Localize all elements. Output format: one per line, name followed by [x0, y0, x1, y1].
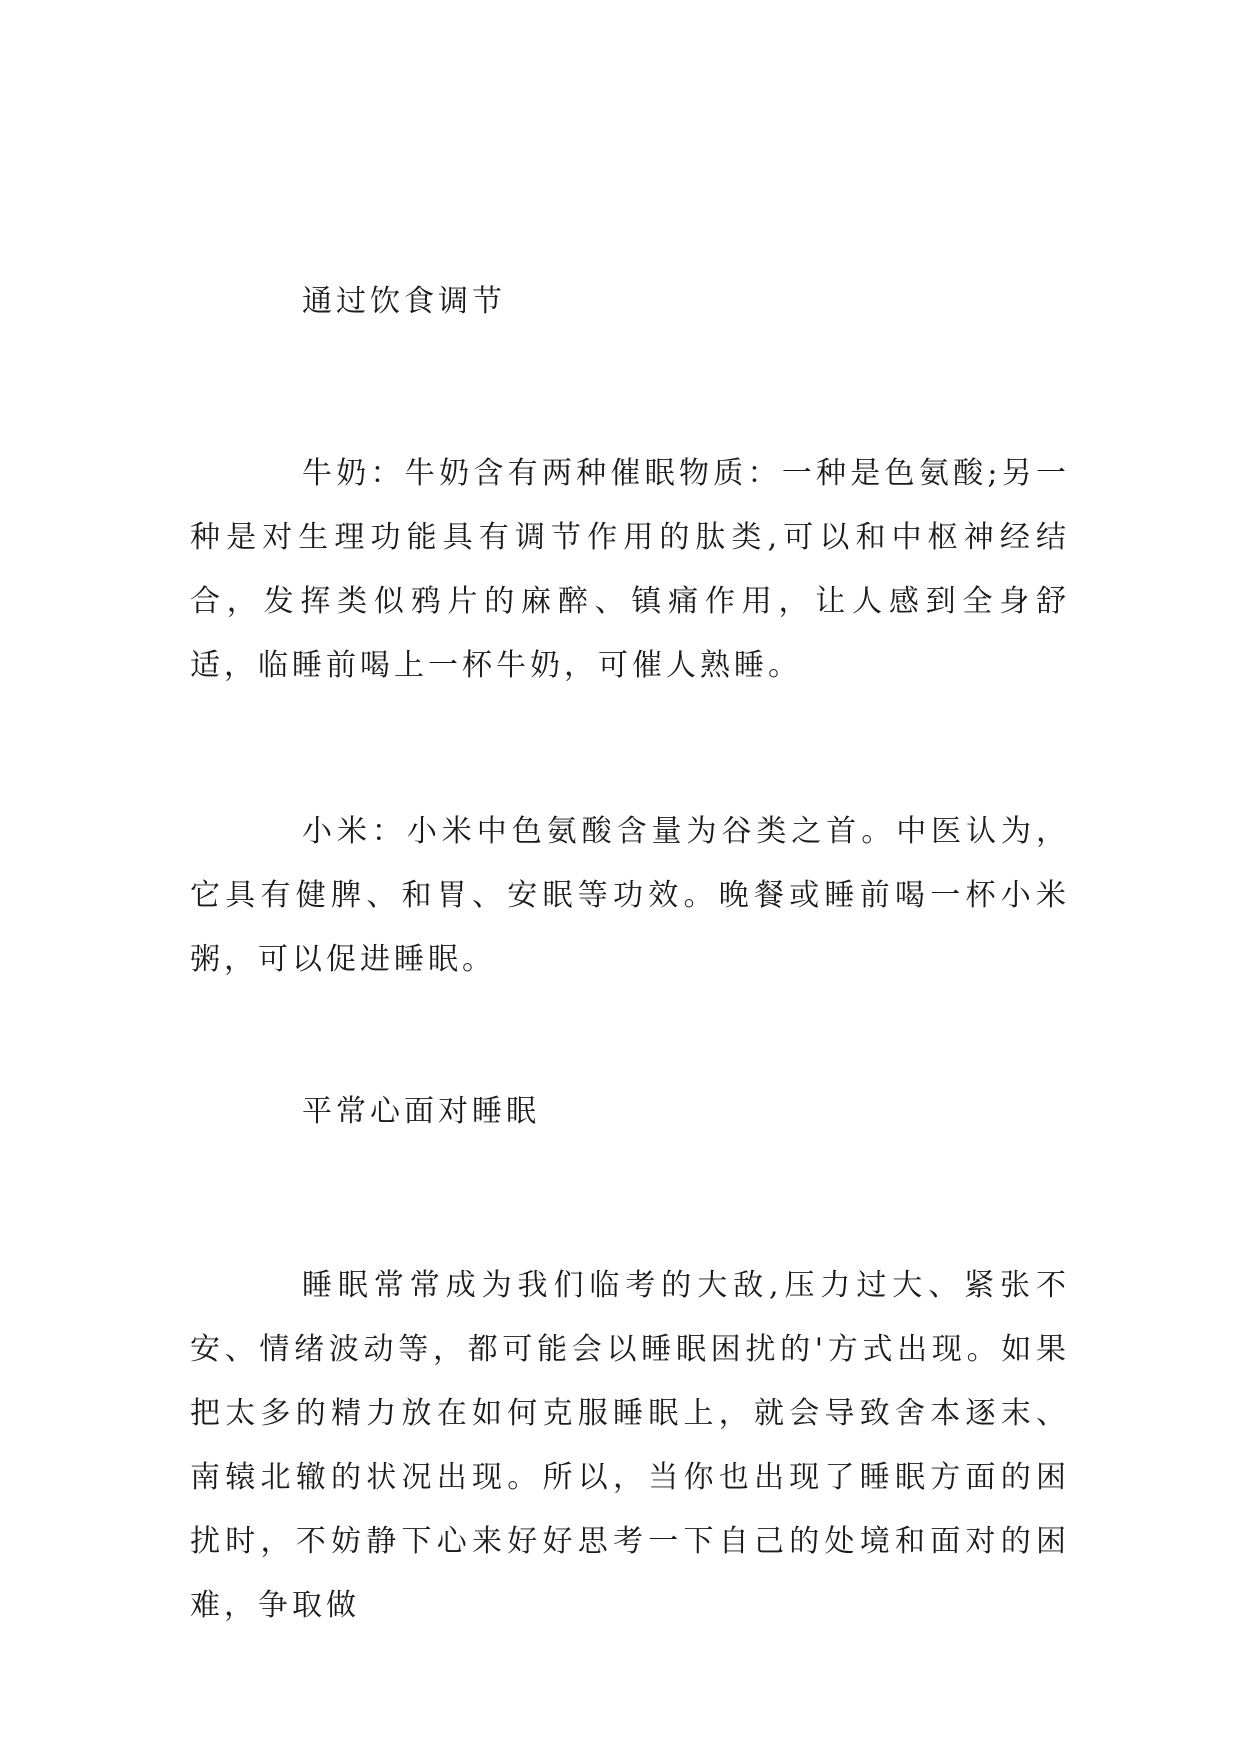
section-heading-mindset: 平常心面对睡眠 — [302, 1094, 540, 1129]
paragraph-millet: 小米：小米中色氨酸含量为谷类之首。中医认为，它具有健脾、和胃、安眠等功效。晚餐或睡前喝一杯小米粥，可以促进睡眠。 — [190, 814, 1070, 977]
paragraph-sleep: 睡眠常常成为我们临考的大敌,压力过大、紧张不安、情绪波动等，都可能会以睡眠困扰的'方式出现。如果把太多的精力放在如何克服睡眠上，就会导致舍本逐末、南辕北辙的状况出现。所以，当你也出现了睡眠方面的困扰时，不妨静下心来好好思考一下自己的处境和面对的困难，争取做 — [190, 1268, 1070, 1623]
section-heading-diet: 通过饮食调节 — [302, 284, 506, 319]
paragraph-milk: 牛奶：牛奶含有两种催眠物质：一种是色氨酸;另一种是对生理功能具有调节作用的肽类,可以和中枢神经结合，发挥类似鸦片的麻醉、镇痛作用，让人感到全身舒适，临睡前喝上一杯牛奶，可催人熟睡。 — [190, 456, 1070, 683]
